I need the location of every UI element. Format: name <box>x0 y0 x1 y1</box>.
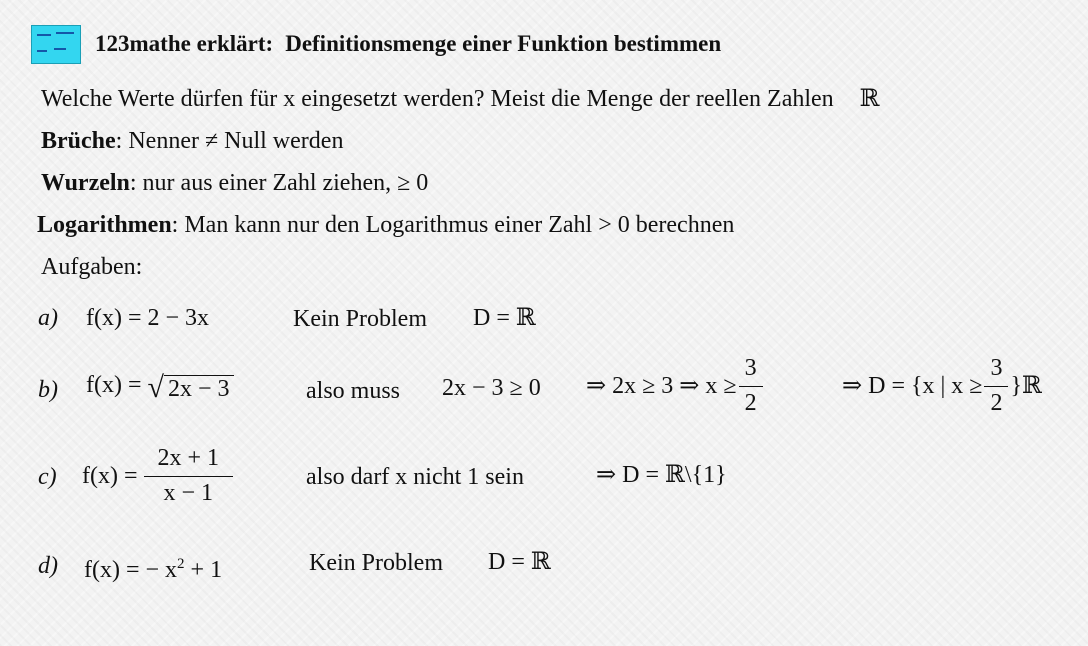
rule-logarithms <box>37 211 734 239</box>
square-root <box>147 371 234 404</box>
logo-icon <box>31 25 81 64</box>
domain-lhs: ⇒ D = {x | x ≥ <box>842 373 983 399</box>
task-c-domain: ⇒ D = ℝ\{1} <box>596 462 727 488</box>
title-text: Definitionsmenge einer Funktion bestimmen <box>285 31 722 56</box>
task-a-function: f(x) = 2 − 3x <box>86 305 210 331</box>
rule-text: : nur aus einer Zahl ziehen, ≥ 0 <box>129 170 429 196</box>
task-b-derivation <box>586 355 765 417</box>
fraction-numerator: 3 <box>984 355 1008 387</box>
function-rhs: + 1 <box>184 557 223 583</box>
task-d-domain: D = ℝ <box>488 549 551 575</box>
task-b-condition: 2x − 3 ≥ 0 <box>442 375 541 401</box>
task-c-function <box>82 442 235 510</box>
radical-sign-icon: √ <box>147 371 164 404</box>
rule-text: : Man kann nur den Logarithmus einer Zahl > 0 berechnen <box>171 212 735 238</box>
brand-label: 123mathe erklärt: <box>95 31 274 56</box>
rule-term: Wurzeln <box>41 170 130 196</box>
fraction-denominator: x − 1 <box>163 479 214 506</box>
exponent: 2 <box>177 556 185 572</box>
intro-question-text: Welche Werte dürfen für x eingesetzt werden? Meist die Menge der reellen Zahlen <box>41 86 834 112</box>
task-b-label: b) <box>38 377 58 403</box>
domain-rhs: }ℝ <box>1010 373 1042 399</box>
task-c-label: c) <box>38 464 57 490</box>
fraction-denominator: 2 <box>744 389 757 416</box>
radicand: 2x − 3 <box>164 375 234 402</box>
task-d-comment: Kein Problem <box>309 550 443 576</box>
task-b-function <box>86 368 234 402</box>
task-d-label: d) <box>38 553 58 579</box>
rule-fractions <box>41 127 343 155</box>
fraction <box>144 445 234 507</box>
task-a-label: a) <box>38 305 58 331</box>
fraction <box>739 355 763 417</box>
fraction-denominator: 2 <box>990 389 1003 416</box>
rule-roots <box>41 169 428 197</box>
page-title <box>95 31 721 57</box>
task-a-comment: Kein Problem <box>293 306 427 332</box>
function-lhs: f(x) = <box>82 463 138 489</box>
fraction-numerator: 3 <box>739 355 763 387</box>
task-b-domain <box>842 355 1042 417</box>
task-c-comment: also darf x nicht 1 sein <box>306 464 524 490</box>
reals-symbol: ℝ <box>859 86 880 112</box>
task-d-function <box>84 550 222 584</box>
fraction <box>984 355 1008 417</box>
function-lhs: f(x) = <box>86 372 142 398</box>
rule-term: Brüche <box>41 128 116 154</box>
task-a-domain: D = ℝ <box>473 305 536 331</box>
tasks-heading: Aufgaben: <box>41 254 143 280</box>
intro-question <box>41 85 880 113</box>
derivation-step: ⇒ 2x ≥ 3 ⇒ x ≥ <box>586 373 737 399</box>
rule-term: Logarithmen <box>37 212 172 238</box>
fraction-numerator: 2x + 1 <box>144 445 234 477</box>
rule-text: : Nenner ≠ Null werden <box>115 128 344 154</box>
task-b-comment: also muss <box>306 378 401 404</box>
function-lhs: f(x) = − x <box>84 557 178 583</box>
